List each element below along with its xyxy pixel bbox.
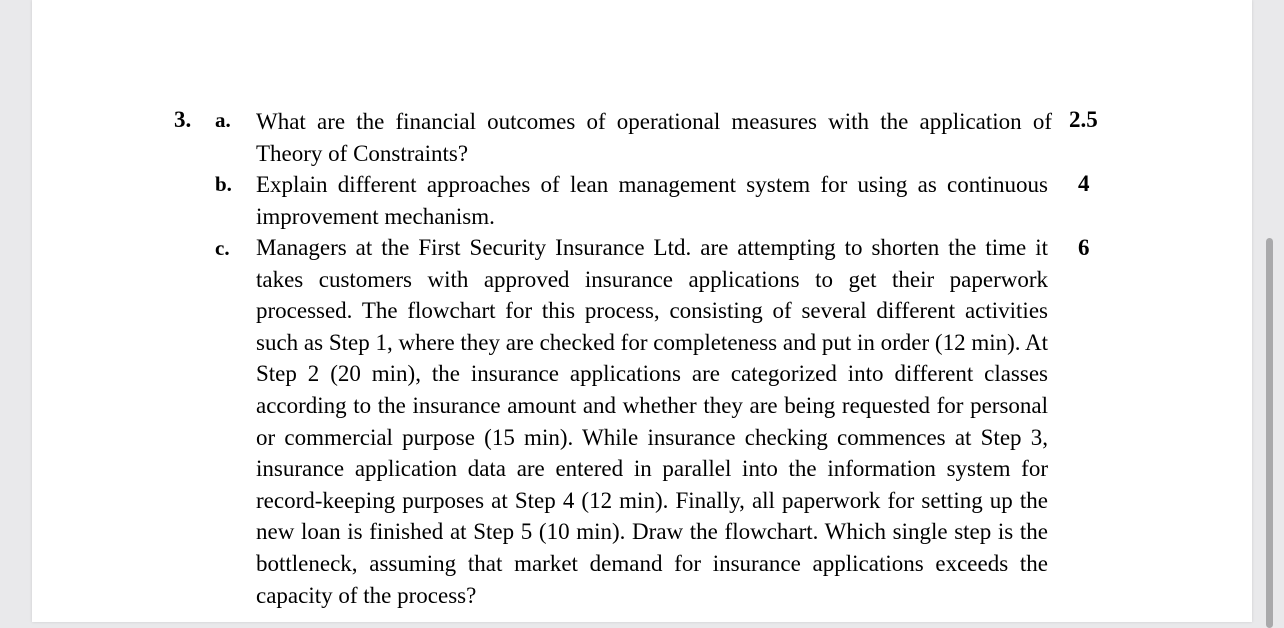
marks-value: 2.5 [1069, 107, 1098, 132]
part-label: a. [215, 108, 231, 132]
part-text: What are the financial outcomes of operational measures with the application of Theory of Constraints? [256, 109, 1052, 166]
part-text: Managers at the First Security Insurance Ltd. are attempting to shorten the time it takes customers with approved insurance applications to get their paperwork processed. The flowchart for this process, consisting of several different activities such as Step 1, where they are checked for completeness and put in order (12 min). At Step 2 (20 min), the insurance applications are categorized into different classes according to the insurance amount and whether they are being requested for personal or commercial purpose (15 min). While insurance checking commences at Step 3, insurance application data are entered in parallel into the information system for record-keeping purposes at Step 4 (12 min). Finally, all paperwork for setting up the new loan is finished at Step 5 (10 min). Draw the flowchart. Which single step is the bottleneck, assuming that market demand for insurance applications exceeds the capacity of the process? [256, 235, 1048, 608]
part-label: c. [215, 236, 230, 260]
vertical-scrollbar[interactable] [1266, 238, 1273, 628]
part-text: Explain different approaches of lean management system for using as continuous improvement mechanism. [256, 172, 1048, 229]
marks-value: 4 [1078, 171, 1090, 196]
question-number: 3. [174, 107, 192, 132]
marks-value: 6 [1078, 235, 1090, 260]
part-label: b. [215, 172, 232, 196]
